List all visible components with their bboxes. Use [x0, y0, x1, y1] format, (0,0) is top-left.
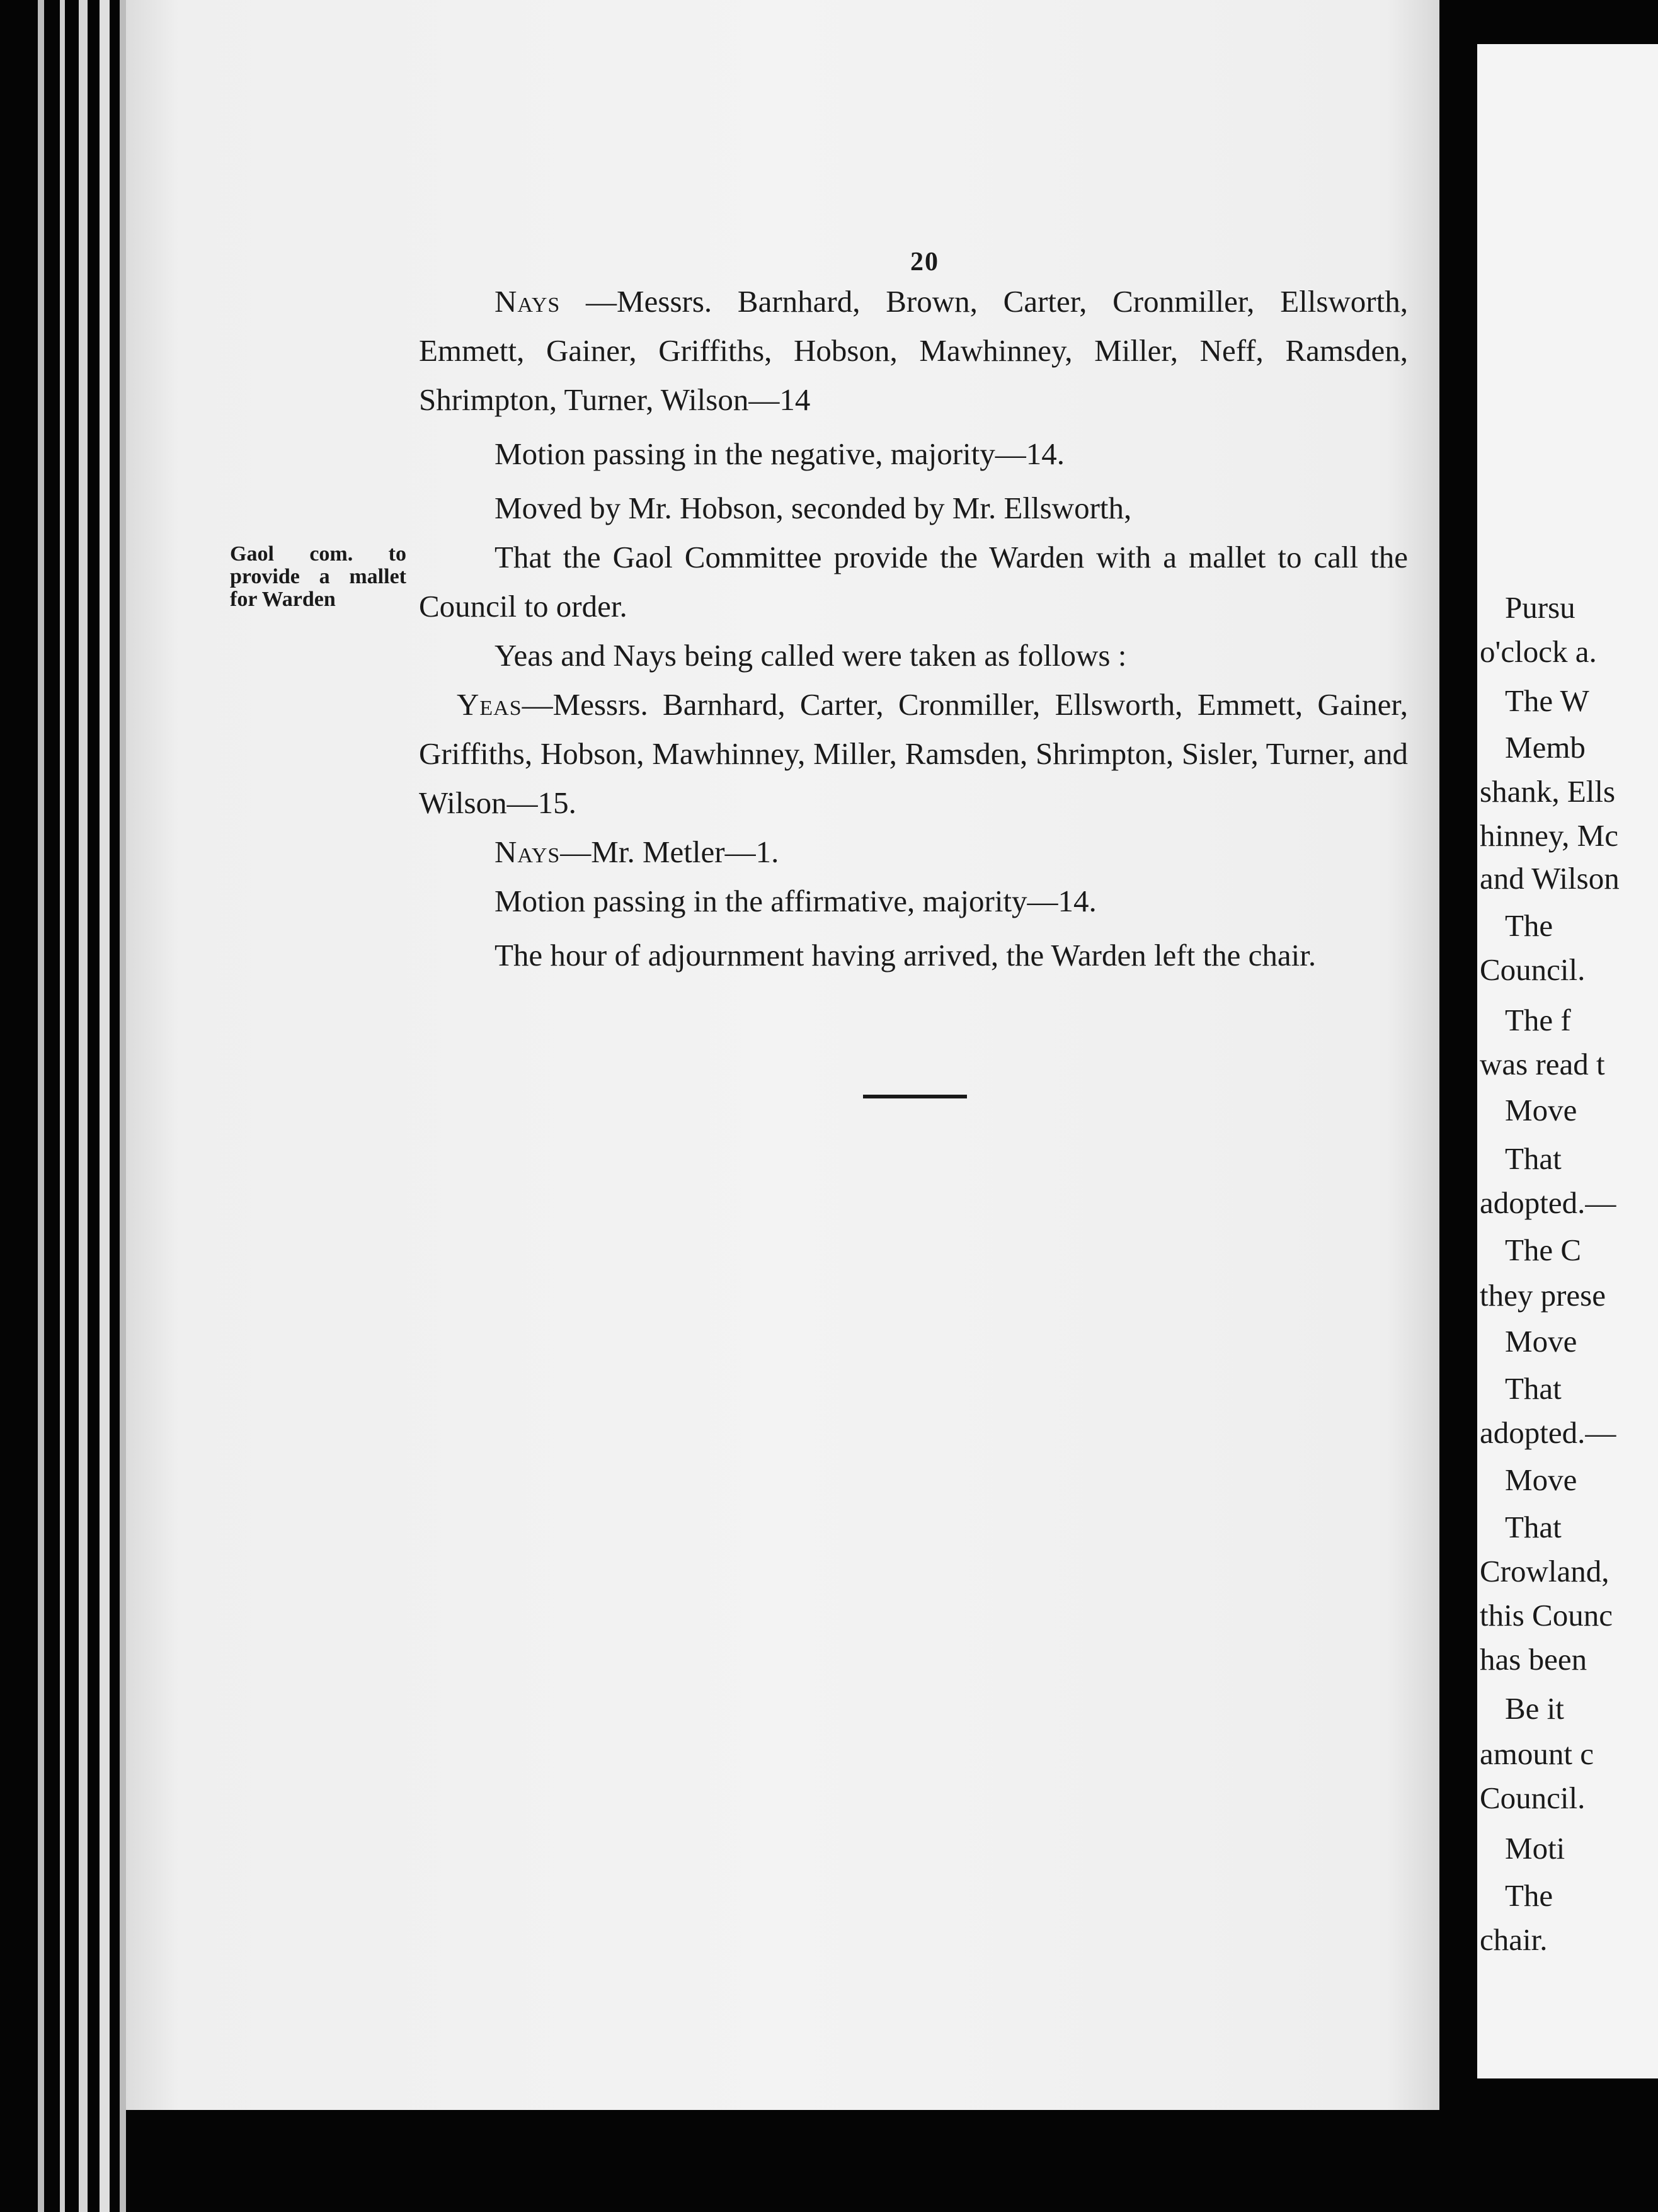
right-line: shank, Ells	[1480, 774, 1616, 809]
right-line: Council.	[1480, 1781, 1586, 1815]
right-line: chair.	[1480, 1922, 1548, 1957]
paragraph-motion-affirmative: Motion passing in the affirmative, majority—14.	[495, 884, 1097, 918]
right-line: amount c	[1480, 1736, 1594, 1771]
minutes-text	[419, 277, 1408, 980]
paragraph-adjournment: The hour of adjournment having arrived, the Warden left the chair.	[495, 938, 1317, 972]
paragraph-motion-negative: Motion passing in the negative, majority—14.	[495, 436, 1065, 471]
paragraph-nays-1: Nays —Messrs. Barnhard, Brown, Carter, Cronmiller, Ellsworth, Emmett, Gainer, Griffiths, Hobson, Mawhinney, Miller, Neff, Ramsden, Shrimpton, Turner, Wilson—14	[419, 284, 1408, 417]
margin-note: Gaol com. to provide a mallet for Warden	[230, 542, 406, 611]
right-line: Move	[1505, 1093, 1577, 1127]
right-line: The	[1505, 908, 1553, 943]
paragraph-resolution: That the Gaol Committee provide the Warden with a mallet to call the Council to order.	[419, 540, 1408, 624]
right-line: Memb	[1505, 730, 1586, 765]
right-page	[1477, 44, 1658, 2078]
right-line: o'clock a.	[1480, 634, 1597, 669]
right-line: Moti	[1505, 1831, 1565, 1866]
right-line: The W	[1505, 683, 1589, 718]
right-line: this Counc	[1480, 1598, 1613, 1633]
page-edge	[60, 0, 65, 2212]
right-line: adopted.—	[1480, 1415, 1616, 1450]
right-line: The f	[1505, 1003, 1571, 1037]
right-line: adopted.—	[1480, 1185, 1616, 1220]
paragraph-nays-2: Nays—Mr. Metler—1.	[495, 835, 779, 869]
right-line: hinney, Mc	[1480, 818, 1618, 853]
right-line: Be it	[1505, 1691, 1564, 1726]
right-line: The	[1505, 1878, 1553, 1913]
right-line: Pursu	[1505, 590, 1575, 625]
paragraph-yeas-nays-called: Yeas and Nays being called were taken as follows :	[495, 638, 1127, 673]
paragraph-yeas: Yeas—Messrs. Barnhard, Carter, Cronmiller, Ellsworth, Emmett, Gainer, Griffiths, Hobson, Mawhinney, Miller, Ramsden, Shrimpton, Sisler, Turner, and Wilson—15.	[419, 687, 1408, 820]
right-line: they prese	[1480, 1278, 1606, 1313]
right-line: Move	[1505, 1324, 1577, 1359]
right-line: The C	[1505, 1233, 1582, 1267]
right-line: Crowland,	[1480, 1554, 1609, 1588]
right-line: That	[1505, 1510, 1562, 1544]
page-edge	[38, 0, 44, 2212]
page-edge	[100, 0, 110, 2212]
page-edge	[79, 0, 88, 2212]
page-number: 20	[910, 248, 939, 276]
right-line: That	[1505, 1371, 1562, 1406]
right-line: has been	[1480, 1642, 1587, 1677]
right-line: and Wilson	[1480, 861, 1620, 896]
right-line: Council.	[1480, 952, 1586, 987]
paragraph-moved-by: Moved by Mr. Hobson, seconded by Mr. Ellsworth,	[495, 491, 1132, 525]
section-rule	[863, 1095, 967, 1098]
right-line: That	[1505, 1141, 1562, 1176]
page-edge	[120, 0, 126, 2212]
right-line: Move	[1505, 1462, 1577, 1497]
right-line: was read t	[1480, 1047, 1605, 1081]
